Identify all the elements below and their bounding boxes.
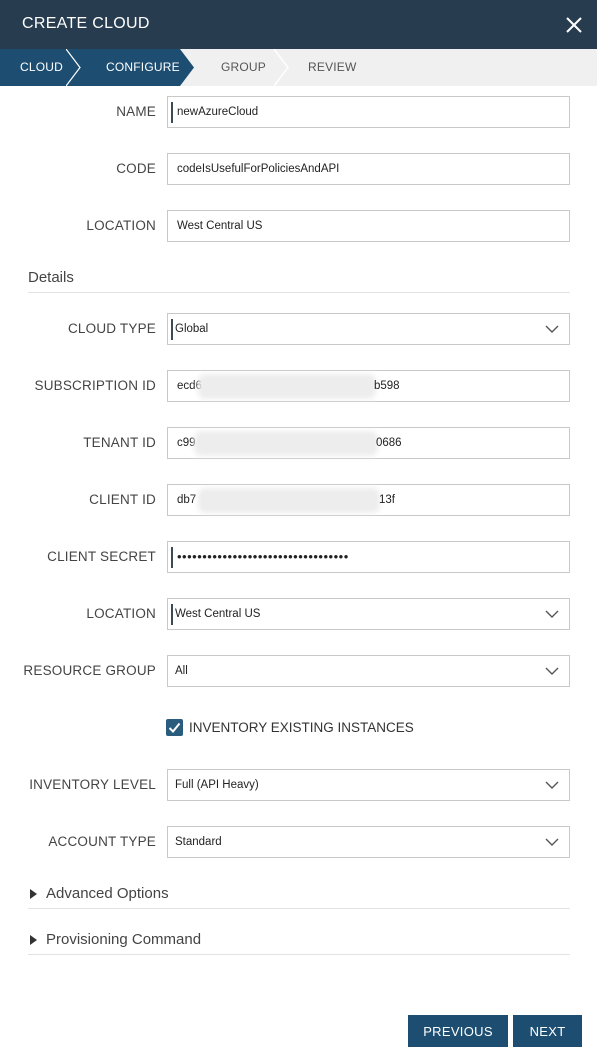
divider bbox=[28, 908, 570, 909]
wizard-step-label: CONFIGURE bbox=[106, 60, 180, 74]
tenant-id-suffix: 0686 bbox=[376, 437, 402, 449]
text-cursor bbox=[171, 319, 173, 340]
divider bbox=[28, 954, 570, 955]
client-id-row bbox=[0, 484, 597, 516]
provisioning-command-toggle[interactable] bbox=[28, 925, 570, 955]
region-select[interactable] bbox=[167, 598, 570, 630]
chevron-down-icon bbox=[545, 780, 559, 790]
divider bbox=[28, 292, 570, 293]
code-input[interactable] bbox=[167, 153, 570, 185]
cloud-type-select[interactable] bbox=[167, 313, 570, 345]
chevron-down-icon bbox=[545, 609, 559, 619]
subscription-id-suffix: b598 bbox=[374, 380, 400, 392]
text-cursor bbox=[171, 604, 173, 625]
cloud-type-row bbox=[0, 313, 597, 345]
chevron-down-icon bbox=[545, 837, 559, 847]
inventory-existing-checkbox[interactable] bbox=[166, 719, 183, 736]
code-label: CODE bbox=[116, 161, 156, 176]
name-input[interactable] bbox=[167, 96, 570, 128]
tenant-id-input[interactable] bbox=[167, 427, 570, 459]
wizard-step-label: CLOUD bbox=[20, 60, 64, 74]
dialog-title: CREATE CLOUD bbox=[22, 15, 150, 32]
chevron-down-icon bbox=[545, 666, 559, 676]
client-id-suffix: 13f bbox=[379, 494, 395, 506]
wizard-step-label: REVIEW bbox=[308, 60, 357, 74]
advanced-options-toggle[interactable] bbox=[28, 879, 570, 909]
dialog-header bbox=[0, 0, 597, 49]
resource-group-label: RESOURCE GROUP bbox=[23, 663, 156, 678]
next-button[interactable]: NEXT bbox=[513, 1015, 582, 1047]
client-secret-label: CLIENT SECRET bbox=[47, 549, 156, 564]
previous-button[interactable]: PREVIOUS bbox=[408, 1015, 508, 1047]
client-id-label: CLIENT ID bbox=[89, 492, 156, 507]
inventory-level-select[interactable] bbox=[167, 769, 570, 801]
name-value: newAzureCloud bbox=[177, 106, 259, 118]
region-value: West Central US bbox=[175, 608, 261, 620]
location-row bbox=[0, 210, 597, 242]
account-type-value: Standard bbox=[175, 836, 222, 848]
redacted-blur bbox=[198, 435, 374, 452]
tenant-id-row bbox=[0, 427, 597, 459]
caret-right-icon bbox=[30, 889, 37, 899]
close-icon[interactable] bbox=[563, 14, 585, 36]
region-label: LOCATION bbox=[86, 606, 156, 621]
client-id-prefix: db7 bbox=[177, 494, 197, 506]
advanced-options-label: Advanced Options bbox=[46, 885, 169, 902]
inventory-level-row bbox=[0, 769, 597, 801]
resource-group-select[interactable] bbox=[167, 655, 570, 687]
wizard-step-review[interactable] bbox=[290, 49, 380, 86]
client-id-input[interactable] bbox=[167, 484, 570, 516]
wizard-step-label: GROUP bbox=[221, 60, 267, 74]
subscription-id-label: SUBSCRIPTION ID bbox=[34, 378, 156, 393]
name-label: NAME bbox=[116, 104, 156, 119]
account-type-select[interactable] bbox=[167, 826, 570, 858]
details-heading: Details bbox=[28, 269, 74, 286]
resource-group-value: All bbox=[175, 665, 188, 677]
code-row bbox=[0, 153, 597, 185]
provisioning-command-label: Provisioning Command bbox=[46, 931, 202, 948]
client-secret-value: •••••••••••••••••••••••••••••••••• bbox=[177, 549, 349, 564]
account-type-label: ACCOUNT TYPE bbox=[48, 834, 156, 849]
subscription-id-prefix: ecd6 bbox=[177, 380, 202, 392]
wizard-step-group[interactable] bbox=[180, 49, 290, 86]
tenant-id-label: TENANT ID bbox=[83, 435, 156, 450]
client-secret-input[interactable] bbox=[167, 541, 570, 573]
redacted-blur bbox=[202, 378, 372, 395]
account-type-row bbox=[0, 826, 597, 858]
inventory-existing-label: INVENTORY EXISTING INSTANCES bbox=[189, 720, 414, 735]
tenant-id-prefix: c99 bbox=[177, 437, 196, 449]
inventory-level-label: INVENTORY LEVEL bbox=[29, 777, 156, 792]
checkmark-icon bbox=[166, 719, 183, 736]
location-value: West Central US bbox=[177, 220, 263, 232]
location-label: LOCATION bbox=[86, 218, 156, 233]
code-value: codeIsUsefulForPoliciesAndAPI bbox=[177, 163, 340, 175]
text-cursor bbox=[171, 547, 173, 568]
subscription-id-input[interactable] bbox=[167, 370, 570, 402]
inventory-level-value: Full (API Heavy) bbox=[175, 779, 259, 791]
subscription-id-row bbox=[0, 370, 597, 402]
client-secret-row bbox=[0, 541, 597, 573]
cloud-type-value: Global bbox=[175, 323, 209, 335]
name-row bbox=[0, 96, 597, 128]
text-cursor bbox=[171, 102, 173, 123]
location-input[interactable] bbox=[167, 210, 570, 242]
chevron-down-icon bbox=[545, 324, 559, 334]
region-row bbox=[0, 598, 597, 630]
redacted-blur bbox=[202, 492, 376, 509]
wizard-step-configure[interactable] bbox=[66, 49, 194, 86]
caret-right-icon bbox=[30, 935, 37, 945]
cloud-type-label: CLOUD TYPE bbox=[67, 321, 156, 336]
resource-group-row bbox=[0, 655, 597, 687]
wizard-steps bbox=[0, 49, 597, 86]
